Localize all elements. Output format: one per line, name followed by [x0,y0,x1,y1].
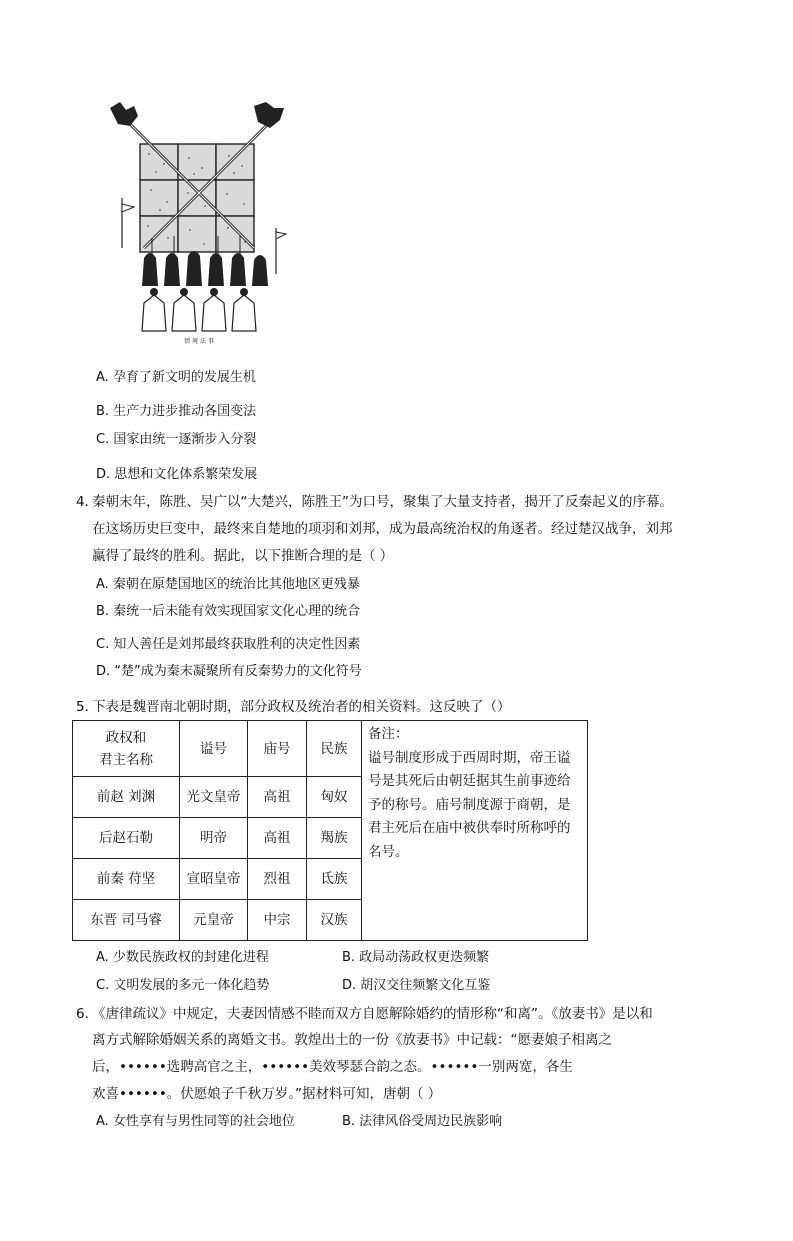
q6-stem-line-3: 后，••••••选聘高官之主，••••••美效琴瑟合韵之态。••••••一别两宽，各生 [92,1059,573,1075]
q6-option-b[interactable]: B. 法律风俗受周边民族影响 [342,1114,503,1129]
cell-regime: 东晋 司马睿 [73,900,180,941]
q4-option-b[interactable]: B. 秦统一后未能有效实现国家文化心理的统合 [96,604,361,619]
header-regime-ruler: 政权和 君主名称 [73,721,180,777]
cell-temple: 烈祖 [248,859,307,900]
q3-option-c[interactable]: C. 国家由统一逐渐步入分裂 [96,432,257,447]
q5-option-c[interactable]: C. 文明发展的多元一体化趋势 [96,978,270,993]
header-posthumous-title: 谥号 [180,721,248,777]
q5-data-table [72,720,588,941]
cell-ethnicity: 羯族 [307,818,362,859]
q5-option-d[interactable]: D. 胡汉交往频繁文化互鉴 [342,978,491,993]
table-header-row [73,721,588,777]
cell-temple: 中宗 [248,900,307,941]
header-ethnicity: 民族 [307,721,362,777]
cell-ethnicity: 匈奴 [307,777,362,818]
q3-option-b[interactable]: B. 生产力进步推动各国变法 [96,404,257,419]
q5-option-b[interactable]: B. 政局动荡政权更迭频繁 [342,950,490,965]
cell-temple: 高祖 [248,777,307,818]
header-temple-name: 庙号 [248,721,307,777]
cell-temple: 高祖 [248,818,307,859]
cell-regime: 前赵 刘渊 [73,777,180,818]
cell-posthumous: 光文皇帝 [180,777,248,818]
q4-stem-line-3: 赢得了最终的胜利。据此，以下推断合理的是（ ） [92,548,394,564]
cell-ethnicity: 氐族 [307,859,362,900]
cell-posthumous: 元皇帝 [180,900,248,941]
q4-option-d[interactable]: D. “楚”成为秦末凝聚所有反秦势力的文化符号 [96,664,362,679]
cell-posthumous: 宣昭皇帝 [180,859,248,900]
q4-option-c[interactable]: C. 知人善任是刘邦最终获取胜利的决定性因素 [96,637,361,652]
illustration-caption: 情 境 法 事 [184,338,214,345]
note-title: 备注： [368,726,409,742]
note-body: 谥号制度形成于西周时期，帝王谥号是其死后由朝廷据其生前事迹给予的称号。庙号制度源于商朝，是君主死后在庙中被供奉时所称呼的名号。 [368,749,571,860]
q6-stem-line-1: 《唐律疏议》中规定，夫妻因情感不睦而双方自愿解除婚约的情形称“和离”。《放妻书》是以和 [92,1006,653,1022]
cell-regime: 前秦 苻坚 [73,859,180,900]
q6-option-a[interactable]: A. 女性享有与男性同等的社会地位 [96,1114,295,1129]
q5-option-a[interactable]: A. 少数民族政权的封建化进程 [96,950,269,965]
q4-stem-line-1: 秦朝末年，陈胜、吴广以“大楚兴，陈胜王”为口号，聚集了大量支持者，揭开了反秦起义的序幕。 [92,494,673,510]
q4-number: 4． [76,494,99,510]
q3-option-a[interactable]: A. 孕育了新文明的发展生机 [96,370,256,385]
cell-ethnicity: 汉族 [307,900,362,941]
cell-regime: 后赵石勒 [73,818,180,859]
cell-posthumous: 明帝 [180,818,248,859]
q5-stem: 下表是魏晋南北朝时期，部分政权及统治者的相关资料。这反映了（） [92,699,511,715]
historical-illustration [104,98,294,346]
q4-option-a[interactable]: A. 秦朝在原楚国地区的统治比其他地区更残暴 [96,577,360,592]
q4-stem-line-2: 在这场历史巨变中，最终来自楚地的项羽和刘邦，成为最高统治权的角逐者。经过楚汉战争，刘邦 [92,521,673,537]
q6-stem-line-2: 离方式解除婚姻关系的离婚文书。敦煌出土的一份《放妻书》中记载：“愿妻娘子相离之 [92,1032,612,1048]
q6-number: 6． [76,1006,99,1022]
q3-option-d[interactable]: D. 思想和文化体系繁荣发展 [96,467,258,482]
q6-stem-line-4: 欢喜••••••。伏愿娘子千秋万岁。”据材料可知，唐朝（ ） [92,1086,442,1102]
table-note-cell [362,721,588,941]
q5-number: 5． [76,699,99,715]
